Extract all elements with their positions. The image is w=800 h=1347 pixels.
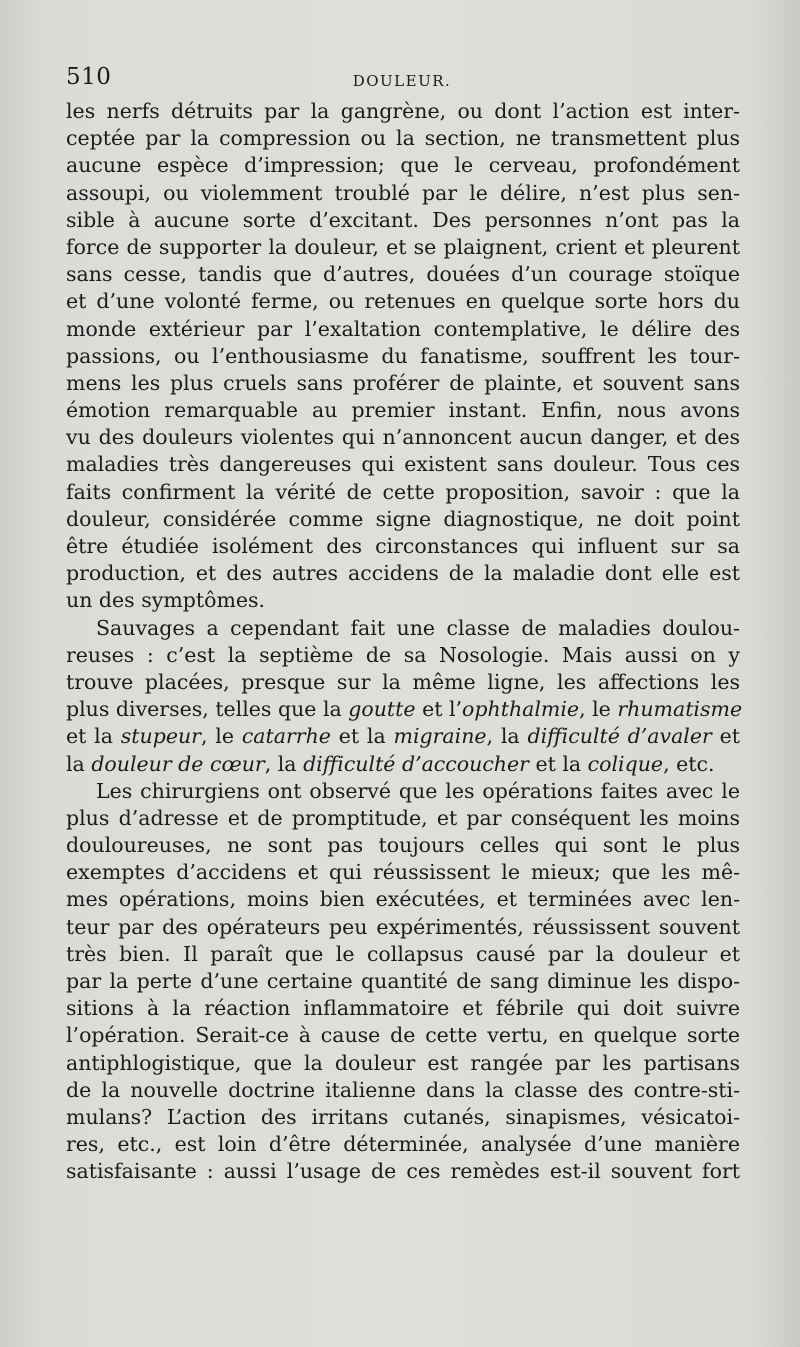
text-line: assoupi, ou violemment troublé par le délire, n’est plus sen- bbox=[66, 180, 740, 205]
text-line: faits confirment la vérité de cette proposition, savoir : que la bbox=[66, 479, 740, 504]
italic-term: colique bbox=[587, 751, 664, 776]
text-line: passions, ou l’enthousiasme du fanatisme, souffrent les tour- bbox=[66, 343, 740, 368]
text-run: plus diverses, telles que la bbox=[66, 697, 342, 722]
running-title: DOULEUR. bbox=[352, 72, 452, 90]
page-number: 510 bbox=[66, 64, 112, 90]
text-line: reuses : c’est la septième de sa Nosologie. Mais aussi on y bbox=[66, 642, 740, 667]
italic-term: rhumatisme bbox=[617, 697, 743, 722]
text-line: être étudiée isolément des circonstances qui influent sur sa bbox=[66, 534, 740, 558]
text-line: trouve placées, presque sur la même ligne, les affections les bbox=[66, 669, 740, 694]
text-line: mens les plus cruels sans proférer de plainte, et souvent sans bbox=[66, 370, 740, 395]
text-run: et la bbox=[535, 751, 582, 776]
italic-term: difficulté d’avaler bbox=[527, 724, 712, 749]
text-line: douloureuses, ne sont pas toujours celles qui sont le plus bbox=[66, 833, 740, 858]
text-line: sans cesse, tandis que d’autres, douées d’un courage stoïque bbox=[66, 262, 740, 287]
text-line: un des symptômes. bbox=[66, 588, 266, 613]
text-line: res, etc., est loin d’être déterminée, analysée d’une manière bbox=[66, 1132, 740, 1157]
text-line: l’opération. Serait-ce à cause de cette vertu, en quelque sorte bbox=[66, 1023, 740, 1048]
text-line: aucune espèce d’impression; que le cerveau, profondément bbox=[66, 153, 740, 178]
text-run: et la bbox=[338, 724, 386, 749]
text-run: , la bbox=[264, 751, 297, 776]
text-line-with-italics bbox=[66, 723, 740, 750]
italic-term: goutte bbox=[348, 697, 416, 722]
italic-term: difficulté d’accoucher bbox=[303, 751, 529, 776]
text-line: sitions à la réaction inflammatoire et fébrile qui doit suivre bbox=[66, 996, 740, 1021]
italic-term: ophthalmie bbox=[462, 697, 580, 722]
text-line: maladies très dangereuses qui existent sans douleur. Tous ces bbox=[66, 452, 740, 477]
italic-term: stupeur bbox=[120, 724, 201, 749]
text-line-with-italics bbox=[66, 696, 743, 723]
text-line: plus d’adresse et de promptitude, et par conséquent les moins bbox=[66, 805, 740, 830]
text-line: sible à aucune sorte d’excitant. Des personnes n’ont pas la bbox=[66, 207, 740, 232]
text-run: et bbox=[719, 724, 740, 749]
text-run: , etc. bbox=[663, 751, 715, 776]
text-line: et d’une volonté ferme, ou retenues en quelque sorte hors du bbox=[66, 289, 740, 314]
text-line: antiphlogistique, que la douleur est rangée par les partisans bbox=[66, 1050, 740, 1075]
text-line: très bien. Il paraît que le collapsus causé par la douleur et bbox=[66, 941, 740, 966]
text-line: Sauvages a cependant fait une classe de maladies doulou- bbox=[96, 615, 740, 640]
text-run: et l’ bbox=[422, 697, 463, 722]
text-line: ceptée par la compression ou la section, ne transmettent plus bbox=[66, 126, 740, 151]
page-header bbox=[66, 64, 738, 98]
text-run: , la bbox=[486, 724, 520, 749]
text-line: exemptes d’accidens et qui réussissent le mieux; que les mê- bbox=[66, 860, 740, 885]
text-run: , le bbox=[200, 724, 234, 749]
text-run: la bbox=[66, 751, 85, 776]
text-line: douleur, considérée comme signe diagnostique, ne doit point bbox=[66, 506, 740, 531]
italic-term: catarrhe bbox=[241, 724, 331, 749]
text-line: monde extérieur par l’exaltation contemplative, le délire des bbox=[66, 316, 740, 341]
italic-term: douleur de cœur bbox=[91, 751, 265, 776]
text-line: émotion remarquable au premier instant. Enfin, nous avons bbox=[66, 398, 740, 423]
text-line-with-italics bbox=[66, 751, 740, 778]
italic-term: migraine bbox=[393, 724, 487, 749]
text-run: , le bbox=[579, 697, 611, 722]
text-line: vu des douleurs violentes qui n’annoncent aucun danger, et des bbox=[66, 425, 740, 450]
text-line: les nerfs détruits par la gangrène, ou dont l’action est inter- bbox=[66, 99, 740, 123]
text-line: satisfaisante : aussi l’usage de ces remèdes est-il souvent fort bbox=[66, 1159, 740, 1184]
text-line: par la perte d’une certaine quantité de sang diminue les dispo- bbox=[66, 969, 740, 993]
text-run: et la bbox=[66, 724, 113, 749]
text-line: mes opérations, moins bien exécutées, et terminées avec len- bbox=[66, 887, 740, 912]
text-line: de la nouvelle doctrine italienne dans la classe des contre-sti- bbox=[66, 1077, 740, 1102]
text-line: force de supporter la douleur, et se plaignent, crient et pleurent bbox=[66, 234, 740, 259]
text-line: Les chirurgiens ont observé que les opérations faites avec le bbox=[96, 778, 740, 803]
text-line: mulans? L’action des irritans cutanés, sinapismes, vésicatoi- bbox=[66, 1104, 740, 1129]
text-line: production, et des autres accidens de la maladie dont elle est bbox=[66, 561, 740, 586]
body-text bbox=[66, 98, 743, 1186]
text-line: teur par des opérateurs peu expérimentés, réussissent souvent bbox=[66, 914, 740, 939]
